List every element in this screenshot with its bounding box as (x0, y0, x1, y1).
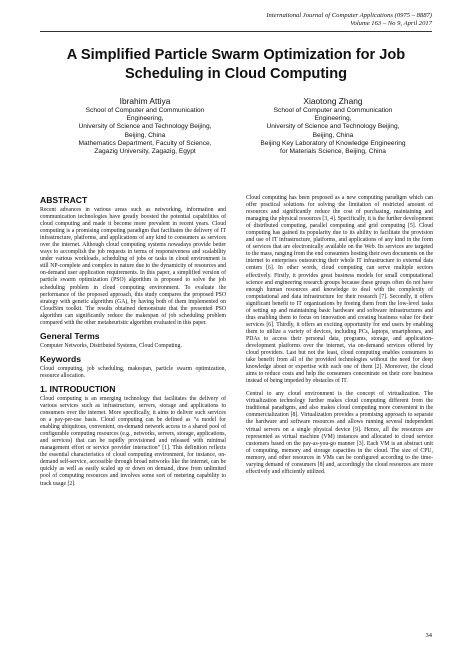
general-terms-heading: General Terms (40, 330, 100, 341)
title-line-2: Scheduling in Cloud Computing (124, 66, 348, 82)
author-2 (238, 95, 428, 156)
affiliation-line: School of Computer and Communication (85, 107, 205, 114)
body-paragraph: Central to any cloud environment is the concept of virtualization. The virtualization technology further makes cloud computing different from the traditional paradigms, and also makes cloud computing more convenient in the commercialization [8]. Virtualization provides a promising approach to separate the hardware and software resources and allows running several independent virtual servers on a single physical device [9]. Hence, all the resources are represented as virtual machine (VM) instances and allocated to cloud service customers based on the pay-as-you-go manner [3]. Each VM is an abstract unit of computing, memory and storage capacities in the cloud. The size of CPU, memory, and other resources in VMs can be configured according to the time-varying demand of consumers [8] and, accordingly the cloud resources are more effectively and efficiently utilized. (246, 391, 433, 475)
journal-header (266, 12, 432, 28)
journal-name: International Journal of Computer Applications (0975 – 8887) (266, 12, 432, 19)
affiliation-line: Zagazig University, Zagazig, Egypt (94, 148, 196, 156)
page-number: 34 (425, 632, 432, 639)
right-column (246, 195, 433, 479)
general-terms-text: Computer Networks, Distributed Systems, Cloud Computing. (40, 342, 182, 349)
keywords-text: Cloud computing, job scheduling, makespan, particle swarm optimization, resource allocation. (40, 365, 226, 379)
affiliation-line: Engineering, (314, 115, 352, 123)
keywords-heading: Keywords (40, 353, 82, 364)
author-name: Xiaotong Zhang (303, 96, 363, 106)
affiliation-line: University of Science and Technology Beijing, (266, 123, 400, 131)
body-paragraph: Cloud computing has been proposed as a new computing paradigm which can offer practical solutions for solving the limitation of restricted amount of resources and significantly reduce the cost of purchasing, maintaining and managing the physical resources [3, 4]. Specifically, it is the further development of distributed computing, parallel computing and grid computing [5]. Cloud computing has gained its popularity due to its ability to facilitate the provision and use of IT infrastructure, platforms, and applications of any kind in the form of services that are electronically available on the Web. Its services are targeted to the mass, ranging from the end consumers hosting their own documents on the internet to enterprises outsourcing their whole IT infrastructure to external data centers [6]. In other words, cloud computing can serve multiple sectors effectively. Firstly, it provides great business models for small computational science and engineering research groups because these groups often do not have enough human resources and knowledge to deal with the complexity of computational and data infrastructure for their research [7]. Secondly, it offers significant benefit to IT organizations by freeing them from the low-level tasks of setting up and maintaining basic hardware and software infrastructures and thus enabling them to focus on innovation and creating business value for their services [6]. Thirdly, it offers an exciting opportunity for end users by enabling them to utilize a variety of devices, including PCs, laptops, smartphones, and PDAs to access their personal data, programs, storage, and application-development platforms over the internet, via on-demand services offered by cloud providers. Last but not the least, cloud computing enables consumers to take benefit from all of the provided technologies without the need for deep knowledge about or expertise with each one of them [2]. Moreover, the cloud aims to reduce costs and help the consumers concentrate on their core business instead of being impeded by obstacles of IT. (246, 195, 433, 385)
affiliation-line: School of Computer and Communication (273, 107, 393, 114)
paper-title (40, 46, 432, 84)
introduction-heading: 1. INTRODUCTION (40, 383, 116, 394)
affiliation-line: Beijing Key Laboratory of Knowledge Engineering (260, 139, 406, 147)
author-name: Ibrahim Attiya (119, 96, 171, 106)
affiliation-line: Mathematics Department, Faculty of Science, (78, 139, 212, 147)
author-1 (45, 95, 245, 156)
introduction-text: Cloud computing is an emerging technology that facilitates the delivery of various services such as infrastructure, servers, storage and applications to consumers over the internet. More specifically, it aims to deliver such services on a pay-per-use basis. Cloud computing can be defined as “a model for enabling ubiquitous, convenient, on-demand network access to a shared pool of configurable computing resources (e.g., networks, servers, storage, applications, and services) that can be rapidly provisioned and released with minimal management effort or service provider interaction” [1]. This definition reflects the essential characteristics of cloud computing environment, for instance, on-demand self-service, accessible through broad networks like the internet, can be quickly as well as easily scaled up or down on demand, draw from unlimited pool of computing resources and involves some sort of metering capability to track usage [2]. (40, 395, 226, 487)
left-column (40, 191, 226, 491)
affiliation-line: University of Science and Technology Beijing, (78, 123, 212, 131)
affiliation-line: Beijing, China (312, 131, 354, 139)
affiliation-line: Engineering, (126, 115, 164, 123)
title-line-1: A Simplified Particle Swarm Optimization for Job (66, 47, 406, 63)
author-block (40, 95, 432, 185)
affiliation-line: Beijing, China (124, 131, 166, 139)
abstract-heading: ABSTRACT (40, 195, 88, 205)
header-divider (40, 31, 432, 32)
affiliation-line: for Materials Science, Beijing, China (280, 148, 386, 156)
abstract-text: Recent advances in various areas such as networking, information and communication technologies have greatly boosted the potential capabilities of cloud computing and made it become more prevalent in recent years. Cloud computing is a promising computing paradigm that facilitates the delivery of IT infrastructure, platforms, and applications of any kind to consumers as services over the internet. Although cloud computing systems nowadays provide better ways to accomplish the job requests in terms of responsiveness and scalability under various workloads, scheduling of jobs or tasks in cloud environment is still NP-complete and complex in nature due to the dynamicity of resources and on-demand user application requirements. In this paper, a simplified version of particle swarm optimization (PSO) algorithm is proposed to solve the job scheduling problem in cloud computing environment. To evaluate the performance of the proposed approach, this study compares the proposed PSO strategy with genetic algorithm (GA), by having both of them implemented on CloudSim toolkit. The results obtained demonstrate that the presented PSO algorithm can significantly reduce the makespan of job scheduling problem compared with the other metaheuristic algorithm evaluated in this paper. (40, 207, 226, 326)
journal-volume: Volume 163 – No 9, April 2017 (350, 20, 432, 27)
